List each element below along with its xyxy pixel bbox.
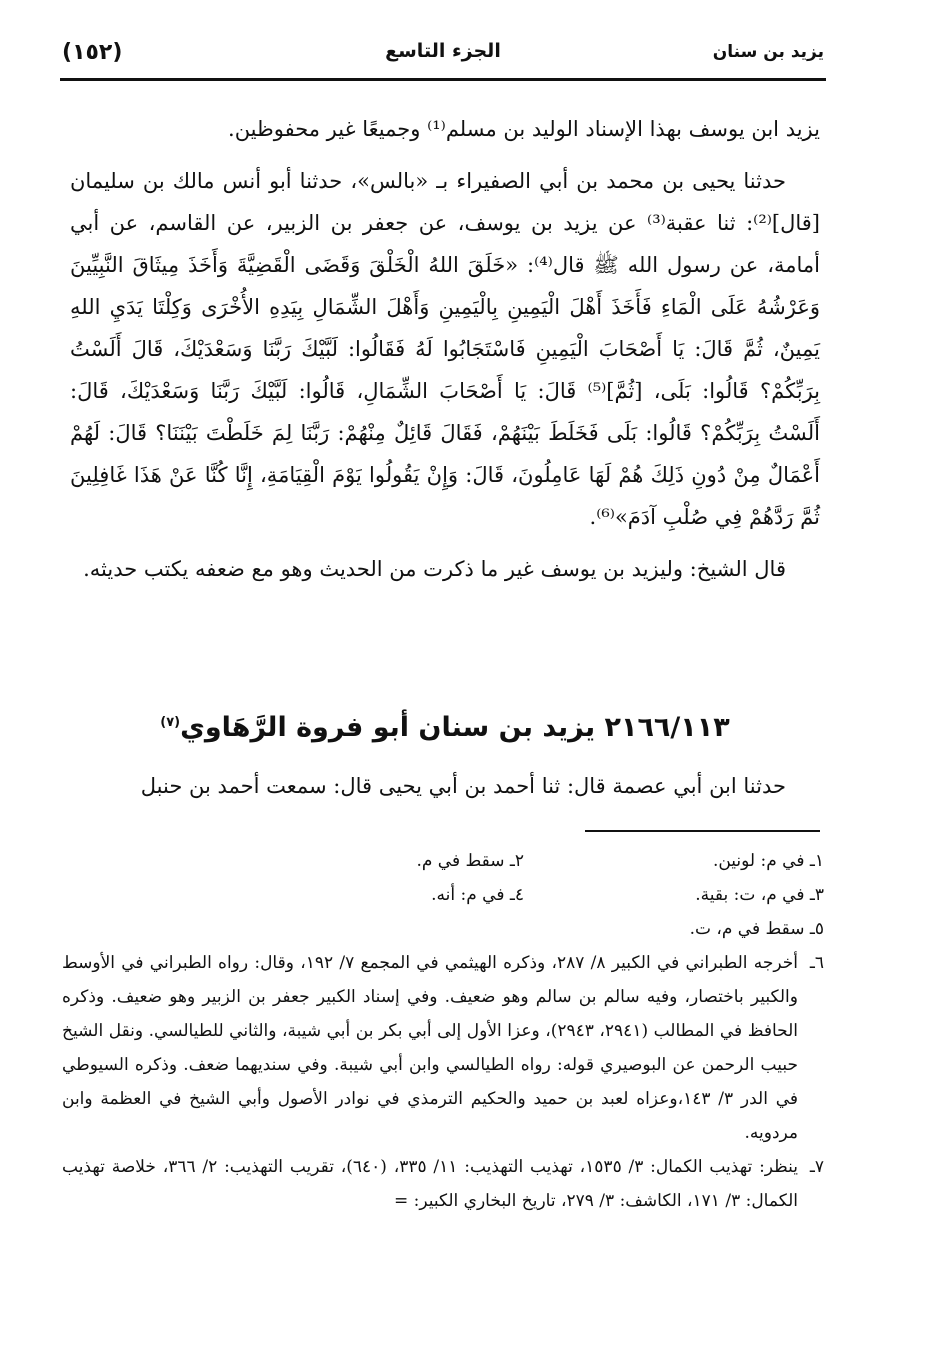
section-heading [70,708,820,748]
footnote-row [62,912,824,946]
header-rule [60,78,826,81]
footnote-4: ٤ـ في م: أنه. [431,885,524,905]
footnotes [62,844,824,1218]
footnote-rule [585,830,820,832]
footnote-7 [62,1150,824,1218]
footnote-5: ٥ـ سقط في م، ت. [689,919,824,939]
page-header [62,40,824,74]
section-heading-text: ٢١٦٦/١١٣ يزيد بن سنان أبو فروة الرَّهَاوي [180,712,730,743]
footnote-row [62,878,824,912]
section-heading-note: (٧) [160,715,181,730]
footnote-2: ٢ـ سقط في م. [416,851,524,871]
footnote-7-text: ينظر: تهذيب الكمال: ٣/ ١٥٣٥، تهذيب التهذيب: ١١/ ٣٣٥، (٦٤٠)، تقريب التهذيب: ٢/ ٣٦٦، خلاصة تهذيب الكمال: ٣/ ١٧١، الكاشف: ٣/ ٢٧٩، تاريخ البخاري الكبير: = [62,1157,798,1211]
main-text [70,108,820,600]
section-first-line: حدثنا ابن أبي عصمة قال: ثنا أحمد بن أبي يحيى قال: سمعت أحمد بن حنبل [140,774,786,798]
footnote-6-number: ٦ـ [809,953,824,973]
footnote-1: ١ـ في م: لونين. [712,851,824,871]
footnote-row [62,844,824,878]
footnote-3: ٣ـ في م، ت: بقية. [695,885,824,905]
paragraph-2: حدثنا يحيى بن محمد بن أبي الصفيراء بـ «بالس»، حدثنا أبو أنس مالك بن سليمان [قال]⁽²⁾: ثنا عقبة⁽³⁾ عن يزيد بن يوسف، عن جعفر بن الزبير، عن القاسم، عن أبي أمامة، عن رسول الله ﷺ قال⁽⁴⁾: «خَلَقَ اللهُ الْخَلْقَ وَقَضَى الْقَضِيَّةَ وَأَخَذَ مِيثَاقَ النَّبِيِّينَ وَعَرْشُهُ عَلَى الْمَاءِ فَأَخَذَ أَهْلَ الْيَمِينِ بِالْيَمِينِ وَأَهْلَ الشِّمَالِ بِيَدِهِ الأُخْرَى وَكِلْتَا يَدَيِ اللهِ يَمِينٌ، ثُمَّ قَالَ: يَا أَصْحَابَ الْيَمِينِ فَاسْتَجَابُوا لَهُ فَقَالُوا: لَبَّيْكَ رَبَّنَا وَسَعْدَيْكَ، قَالَ أَلَسْتُ بِرَبِّكُمْ؟ قَالُوا: بَلَى، [ثُمَّ]⁽⁵⁾ قَالَ: يَا أَصْحَابَ الشِّمَالِ، قَالُوا: لَبَّيْكَ رَبَّنَا وَسَعْدَيْكَ، قَالَ: أَلَسْتُ بِرَبِّكُمْ؟ قَالُوا: بَلَى فَخَلَطَ بَيْنَهُمْ، فَقَالَ قَائِلٌ مِنْهُمْ: رَبَّنَا لِمَ خَلَطْتَ بَيْنَنَا؟ قَالَ: لَهُمْ أَعْمَالٌ مِنْ دُونِ ذَلِكَ هُمْ لَهَا عَامِلُونَ، قَالَ: وَإِنْ يَقُولُوا يَوْمَ الْقِيَامَةِ، إِنَّا كُنَّا عَنْ هَذَا غَافِلِينَ ثُمَّ رَدَّهُمْ فِي صُلْبِ آدَمَ»⁽⁶⁾. [70,169,820,529]
page-number: (١٥٢) [62,40,123,65]
volume-title: الجزء التاسع [385,40,501,62]
paragraph-3: قال الشيخ: وليزيد بن يوسف غير ما ذكرت من الحديث وهو مع ضعفه يكتب حديثه. [83,557,786,581]
footnote-7-number: ٧ـ [809,1157,824,1177]
footnote-6-text: أخرجه الطبراني في الكبير ٨/ ٢٨٧، وذكره الهيثمي في المجمع ٧/ ١٩٢، وقال: رواه الطبراني في الأوسط والكبير باختصار، وفيه سالم بن سالم وهو ضعيف. وفي إسناد الكبير جعفر بن الزبير وهو ضعيف. وذكره الحافظ في المطالب (٢٩٤١، ٢٩٤٣)، وعزا الأول إلى أبي بكر بن أبي شيبة، والثاني للطيالسي. ونقل الشيخ حبيب الرحمن عن البوصيري قوله: رواه الطيالسي وابن أبي شيبة. وفي سنديهما ضعف. وذكره السيوطي في الدر ٣/ ١٤٣،وعزاه لعبد بن حميد والحكيم الترمذي في نوادر الأصول وأبي الشيخ في العظمة وابن مردويه. [62,953,799,1143]
running-title: يزيد بن سنان [712,42,824,62]
footnote-6 [62,946,824,1150]
paragraph-1: يزيد ابن يوسف بهذا الإسناد الوليد بن مسلم⁽¹⁾ وجميعًا غير محفوظين. [228,117,820,141]
